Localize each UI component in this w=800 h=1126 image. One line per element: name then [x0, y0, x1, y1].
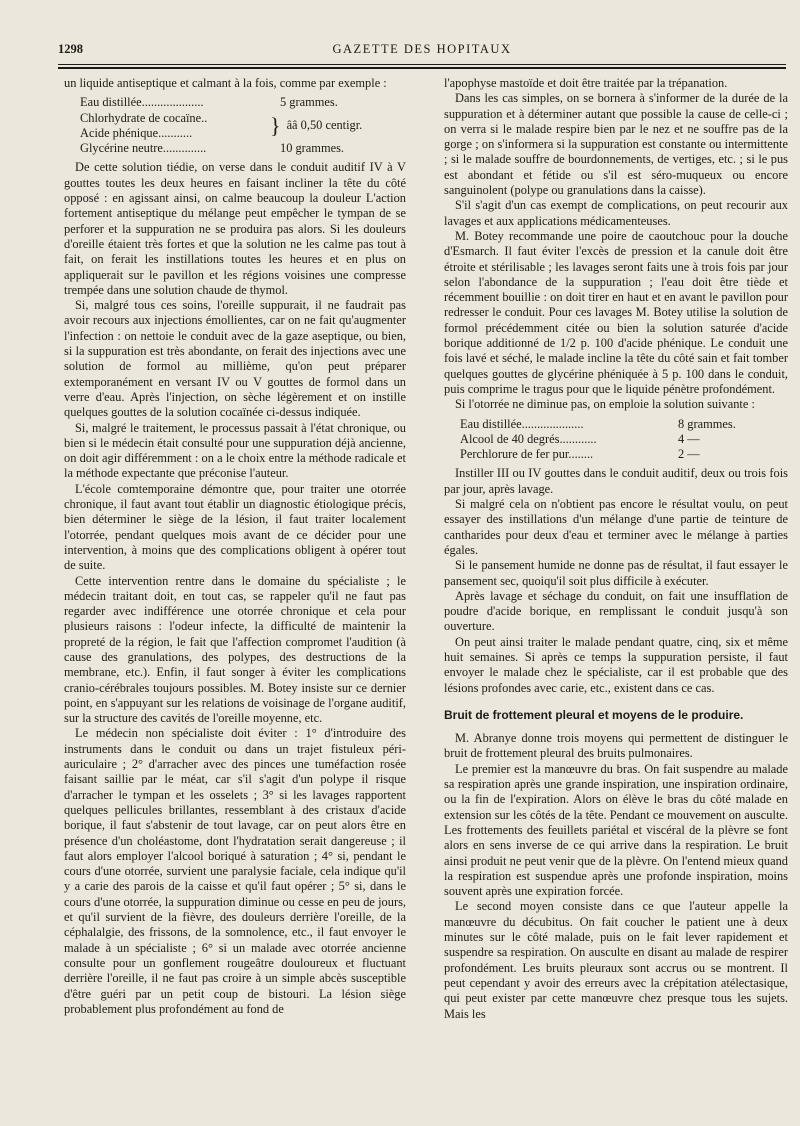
section-heading: Bruit de frottement pleural et moyens de le produire. [444, 707, 744, 722]
paragraph: Instiller III ou IV gouttes dans le conduit auditif, deux ou trois fois par jour, après lavage. [444, 466, 788, 496]
paragraph: Le médecin non spécialiste doit éviter : 1° d'introduire des instruments dans le conduit ou dans un trajet fistuleux péri-auriculaire ; 2° d'arracher avec des pinces une tuméfaction rosée faisant saillie par le méat, car s'il s'agit d'un polype il risque d'arracher le tympan et les osselets ; 3° si les lavages rapportent quelques pellicules brillantes, ressemblant à des cristaux d'acide borique, il faut s'abstenir de tout lavage, car on peut alors être en présence d'un choléastome, dont l'hydratation serait dangereuse ; il faut alors employer l'alcool boriqué à saturation ; 4° si, pendant le cours d'une otorrée, survient une paralysie faciale, cela indique qu'il y a carie des parois de la caisse et qu'il faut opérer ; 5° si, dans le cours d'une otorrée, la suppuration diminue ou cesse en peu de jours, et qu'il survient de la fièvre, des douleurs derrière l'oreille, de la céphalalgie, des frissons, de la somnolence, etc., il faut envoyer le malade à un spécialiste ; 6° si un malade avec otorrée ancienne consulte pour un gonflement rougeâtre douloureux et fluctuant derrière l'oreille, il ne faut pas croire à un simple abcès susceptible d'être guéri par un petit coup de bistouri. La lésion siège probablement plus profondément au fond de [64, 726, 406, 1016]
paragraph: Cette intervention rentre dans le domaine du spécialiste ; le médecin traitant doit, en tout cas, se rappeler qu'il ne faut pas regarder avec indifférence une otorrée chronique et cela pour plusieurs raisons : l'odeur infecte, la difficulté de maintenir la propreté de la région, le fait que l'affection compromet l'audition (à cause des granulations, des polypes, des destructions de la membrane, etc.). Enfin, il faut songer à éviter les complications cranio-cérébrales toujours possibles. M. Botey insiste sur ce dernier point, en s'appuyant sur les relations de voisinage de l'organe auditif, sur la structure des cavités de l'oreille moyenne, etc. [64, 573, 406, 726]
recipe-row [460, 432, 788, 447]
journal-title: GAZETTE DES HOPITAUX [332, 42, 512, 56]
paragraph: M. Botey recommande une poire de caoutchouc pour la douche d'Esmarch. Il faut éviter l'excès de pression et la canule doit être étroite et stérilisable ; les lavages seront faits une à trois fois par jour selon l'abondance de la suppuration ; l'eau doit être tiède et récemment bouillie : on doit tirer en haut et en avant le pavillon pour redresser le conduit. Pour ces lavages M. Botey utilise la solution de formol précédemment citée ou bien la solution saturée d'acide borique additionné de 1/2 p. 100 d'acide phénique. Le conduit une fois lavé et séché, le malade incline la tête du côté sain et fait tomber quelques gouttes de glycérine phéniquée à 5 p. 100 dans le conduit, puis comprime le tragus pour que le liquide pénètre profondément. [444, 228, 788, 396]
ingredient-quantity: 4 — [678, 431, 700, 446]
paragraph: L'école comtemporaine démontre que, pour traiter une otorrée chronique, il faut avant tout établir un diagnostic étiologique précis, bien déterminer le siège de la lésion, il faut traiter localement l'otorrée, pendant quelques mois avant de ce décider pour une intervention, à moins que des complications obligent à opérer tout de suite. [64, 481, 406, 573]
paragraph: Dans les cas simples, on se bornera à s'informer de la durée de la suppuration et à déterminer autant que possible la cause de celle-ci ; on verra si le malade respire bien par le nez et ne souffre pas de la gorge ; on s'informera si la suppuration est constante ou intermittente ; si le malade souffre de bourdonnements, de vertiges, etc. ; si le pus est abondant et fétide ou s'il est séro-muqueux ou encore sanguinolent (polype ou granulations dans la caisse). [444, 91, 788, 198]
left-column [64, 76, 406, 1017]
paragraph: Le premier est la manœuvre du bras. On fait suspendre au malade sa respiration après une grande inspiration, une inspiration ordinaire, ou la fin de l'expiration. Alors on élève le bras du côté malade en extension sur les côtés de la tête. Pendant ce mouvement on ausculte. Les frottements des feuillets pariétal et viscéral de la plèvre se font alors en sens inverse de ce qui arrive dans la respiration. Le bruit ainsi produit ne peut venir que de la plèvre. On l'entend mieux quand la respiration est suspendue après une profonde inspiration, moins souvent après une expiration forcée. [444, 761, 788, 899]
header-rule-thick [58, 67, 786, 69]
recipe-bracket-group [80, 111, 406, 142]
ingredient-name: Eau distillée.................... [80, 95, 204, 110]
ingredient-name: Glycérine neutre.............. [80, 141, 207, 156]
paragraph: Si, malgré tous ces soins, l'oreille suppurait, il ne faudrait pas avoir recours aux injections émollientes, car on ne fait qu'augmenter l'infection : on nettoie le conduit avec de la gaze aseptique, ou bien, si la suppuration est très abondante, on ferait des injections avec une solution de formol au millième, qu'on peut préparer extemporanément en versant IV ou V gouttes de formol dans un verre d'eau. Après l'injection, on sèche légèrement et on instille quelques gouttes de la solution cocaïnée ci-dessus indiquée. [64, 298, 406, 420]
ingredient-name: Alcool de 40 degrés............ [460, 431, 597, 446]
paragraph: De cette solution tiédie, on verse dans le conduit auditif IV à V gouttes toutes les deux heures en faisant incliner la tête du côté opposé : en agissant ainsi, on calme beaucoup la douleur L'action fortement antiseptique du mélange peut empêcher le tympan de se perforer et la suppuration ne se produira pas alors. Si les douleurs d'oreille étaient très fortes et que la solution ne les calme pas tout à fait, on ferait les instillations toutes les heures et en plus on appliquerait sur le pavillon et les régions voisines une compresse trempée dans une solution chaude de thymol. [64, 160, 406, 297]
paragraph: On peut ainsi traiter le malade pendant quatre, cinq, six et même huit semaines. Si après ce temps la suppuration persiste, il faut envoyer le malade chez le spécialiste, car il est probable que des lésions profondes avec carie, etc., existent dans ce cas. [444, 634, 788, 695]
recipe-row [460, 447, 788, 462]
right-column [444, 76, 788, 1022]
paragraph: Si malgré cela on n'obtient pas encore le résultat voulu, on peut essayer des instillations d'un mélange d'une partie de teinture de cantharides pour deux d'eau et terminer avec le mélange à parties égales. [444, 497, 788, 557]
recipe-row [460, 417, 788, 432]
ingredient-name: Acide phénique........... [80, 125, 193, 140]
paragraph: l'apophyse mastoïde et doit être traitée par la trépanation. [444, 76, 728, 90]
recipe-row [80, 95, 406, 110]
paragraph: Si, malgré le traitement, le processus passait à l'état chronique, ou bien si le médecin était consulté pour une suppuration déjà ancienne, on doit agir différemment : on a le choix entre la méthode radicale et la méthode expectante que préconise l'auteur. [64, 420, 406, 481]
ingredient-quantity: 8 grammes. [678, 416, 736, 431]
ingredient-quantity: 2 — [678, 447, 700, 462]
paragraph: un liquide antiseptique et calmant à la fois, comme par exemple : [64, 76, 387, 90]
paragraph: M. Abranye donne trois moyens qui permettent de distinguer le bruit de frottement pleural des bruits pulmonaires. [444, 731, 788, 761]
brace-icon: } [270, 113, 281, 139]
paragraph: Après lavage et séchage du conduit, on fait une insufflation de poudre d'acide borique, en remplissant le conduit jusqu'à son ouverture. [444, 588, 788, 634]
ingredient-name: Eau distillée.................... [460, 416, 584, 431]
page-number: 1298 [58, 42, 83, 56]
paragraph: Si l'otorrée ne diminue pas, on emploie la solution suivante : [455, 397, 755, 412]
paragraph: Si le pansement humide ne donne pas de résultat, il faut essayer le pansement sec, quoiqu'il soit plus difficile à exécuter. [444, 558, 788, 588]
paragraph: Le second moyen consiste dans ce que l'auteur appelle la manœuvre du décubitus. On fait coucher le patient une à deux minutes sur le côté malade, puis on le fait lever rapidement et suspendre sa respiration. On ausculte en disant au malade de respirer profondément. Les bruits pleuraux sont accrus ou se montrent. Il peut cependant y avoir des erreurs avec la crépitation atélectasique, qui peut exister par cette manœuvre chez presque tous les sujets. Mais les [444, 899, 788, 1021]
header-rule-thin [58, 64, 786, 65]
prescription-formula [80, 95, 406, 156]
ingredient-quantity: 5 grammes. [280, 95, 338, 110]
prescription-formula [460, 417, 788, 463]
recipe-row [80, 141, 406, 156]
ingredient-name: Perchlorure de fer pur........ [460, 447, 594, 462]
ingredient-quantity: 10 grammes. [280, 141, 345, 156]
ingredient-name: Chlorhydrate de cocaïne.. [80, 110, 208, 125]
ingredient-quantity: ââ 0,50 centigr. [286, 118, 363, 133]
page-header [58, 40, 786, 64]
paragraph: S'il s'agit d'un cas exempt de complications, on peut recourir aux lavages et aux applications médicamenteuses. [444, 198, 788, 228]
